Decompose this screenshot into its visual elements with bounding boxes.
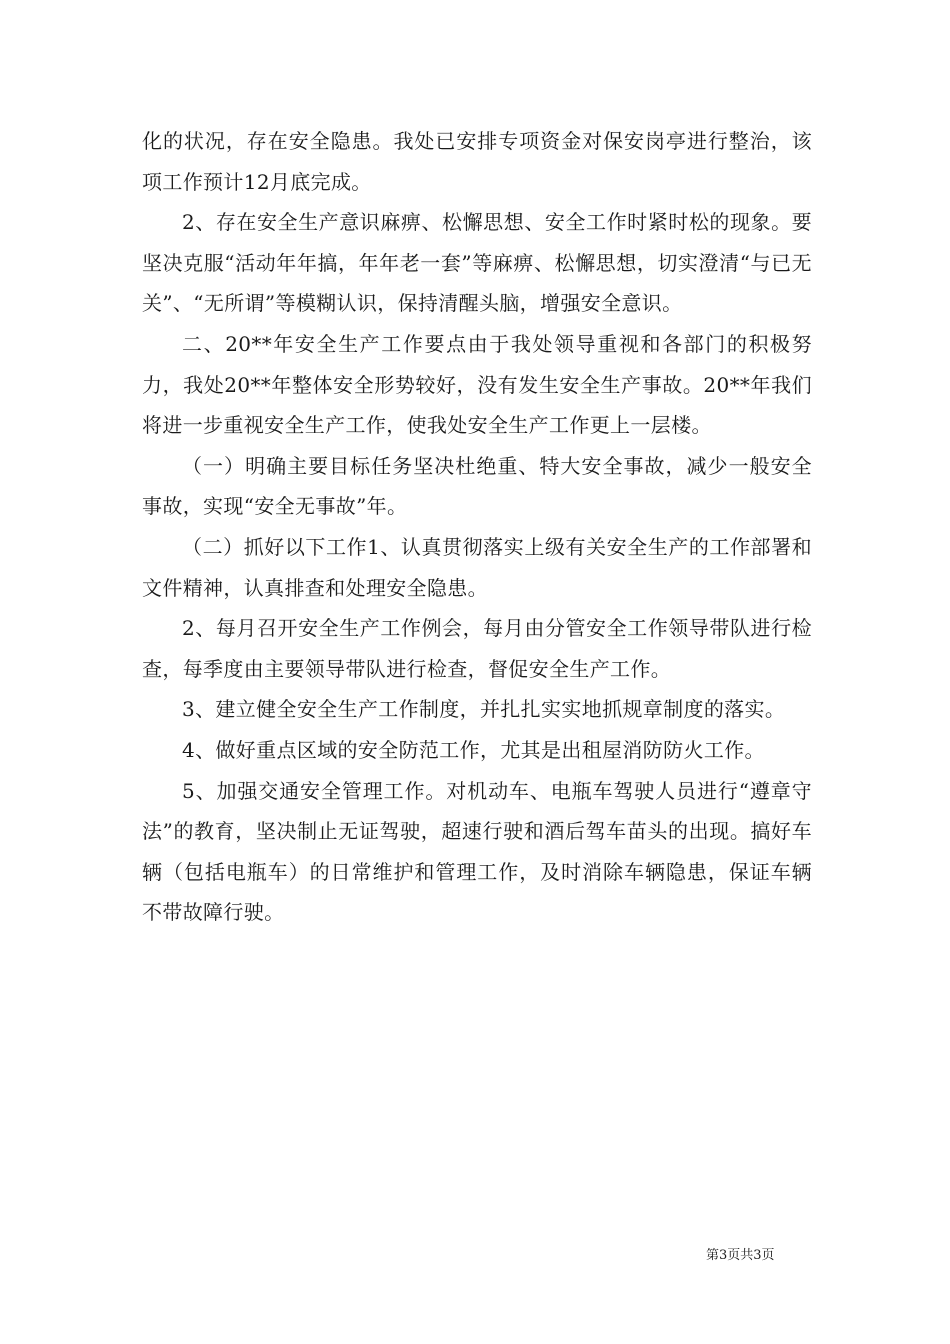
paragraph-fire-prevention: 4、做好重点区域的安全防范工作，尤其是出租屋消防防火工作。: [182, 737, 765, 762]
page-number: 第3页共3页: [706, 1248, 775, 1263]
document-body: [142, 121, 812, 933]
paragraph-key-tasks: （二）抓好以下工作1、认真贯彻落实上级有关安全生产的工作部署和文件精神，认真排查和处理安全隐患。: [142, 534, 812, 600]
paragraph-section-2-heading: 二、20**年安全生产工作要点由于我处领导重视和各部门的积极努力，我处20**年整体安全形势较好，没有发生安全生产事故。20**年我们将进一步重视安全生产工作，使我处安全生产工作更上一层楼。: [142, 331, 812, 438]
paragraph-main-goals: （一）明确主要目标任务坚决杜绝重、特大安全事故，减少一般安全事故，实现“安全无事故”年。: [142, 453, 812, 519]
paragraph-safety-rules: 3、建立健全安全生产工作制度，并扎扎实实地抓规章制度的落实。: [182, 697, 786, 722]
paragraph-continuation: 化的状况，存在安全隐患。我处已安排专项资金对保安岗亭进行整治，该项工作预计12月底完成。: [142, 129, 812, 194]
paragraph-traffic-safety: 5、加强交通安全管理工作。对机动车、电瓶车驾驶人员进行“遵章守法”的教育，坚决制止无证驾驶，超速行驶和酒后驾车苗头的出现。搞好车辆（包括电瓶车）的日常维护和管理工作，及时消除车辆隐患，保证车辆不带故障行驶。: [142, 778, 812, 925]
paragraph-item-2-awareness: 2、存在安全生产意识麻痹、松懈思想、安全工作时紧时松的现象。要坚决克服“活动年年搞，年年老一套”等麻痹、松懈思想，切实澄清“与已无关”、“无所谓”等模糊认识，保持清醒头脑，增强安全意识。: [142, 210, 812, 316]
paragraph-monthly-meeting: 2、每月召开安全生产工作例会，每月由分管安全工作领导带队进行检查，每季度由主要领导带队进行检查，督促安全生产工作。: [142, 616, 812, 681]
